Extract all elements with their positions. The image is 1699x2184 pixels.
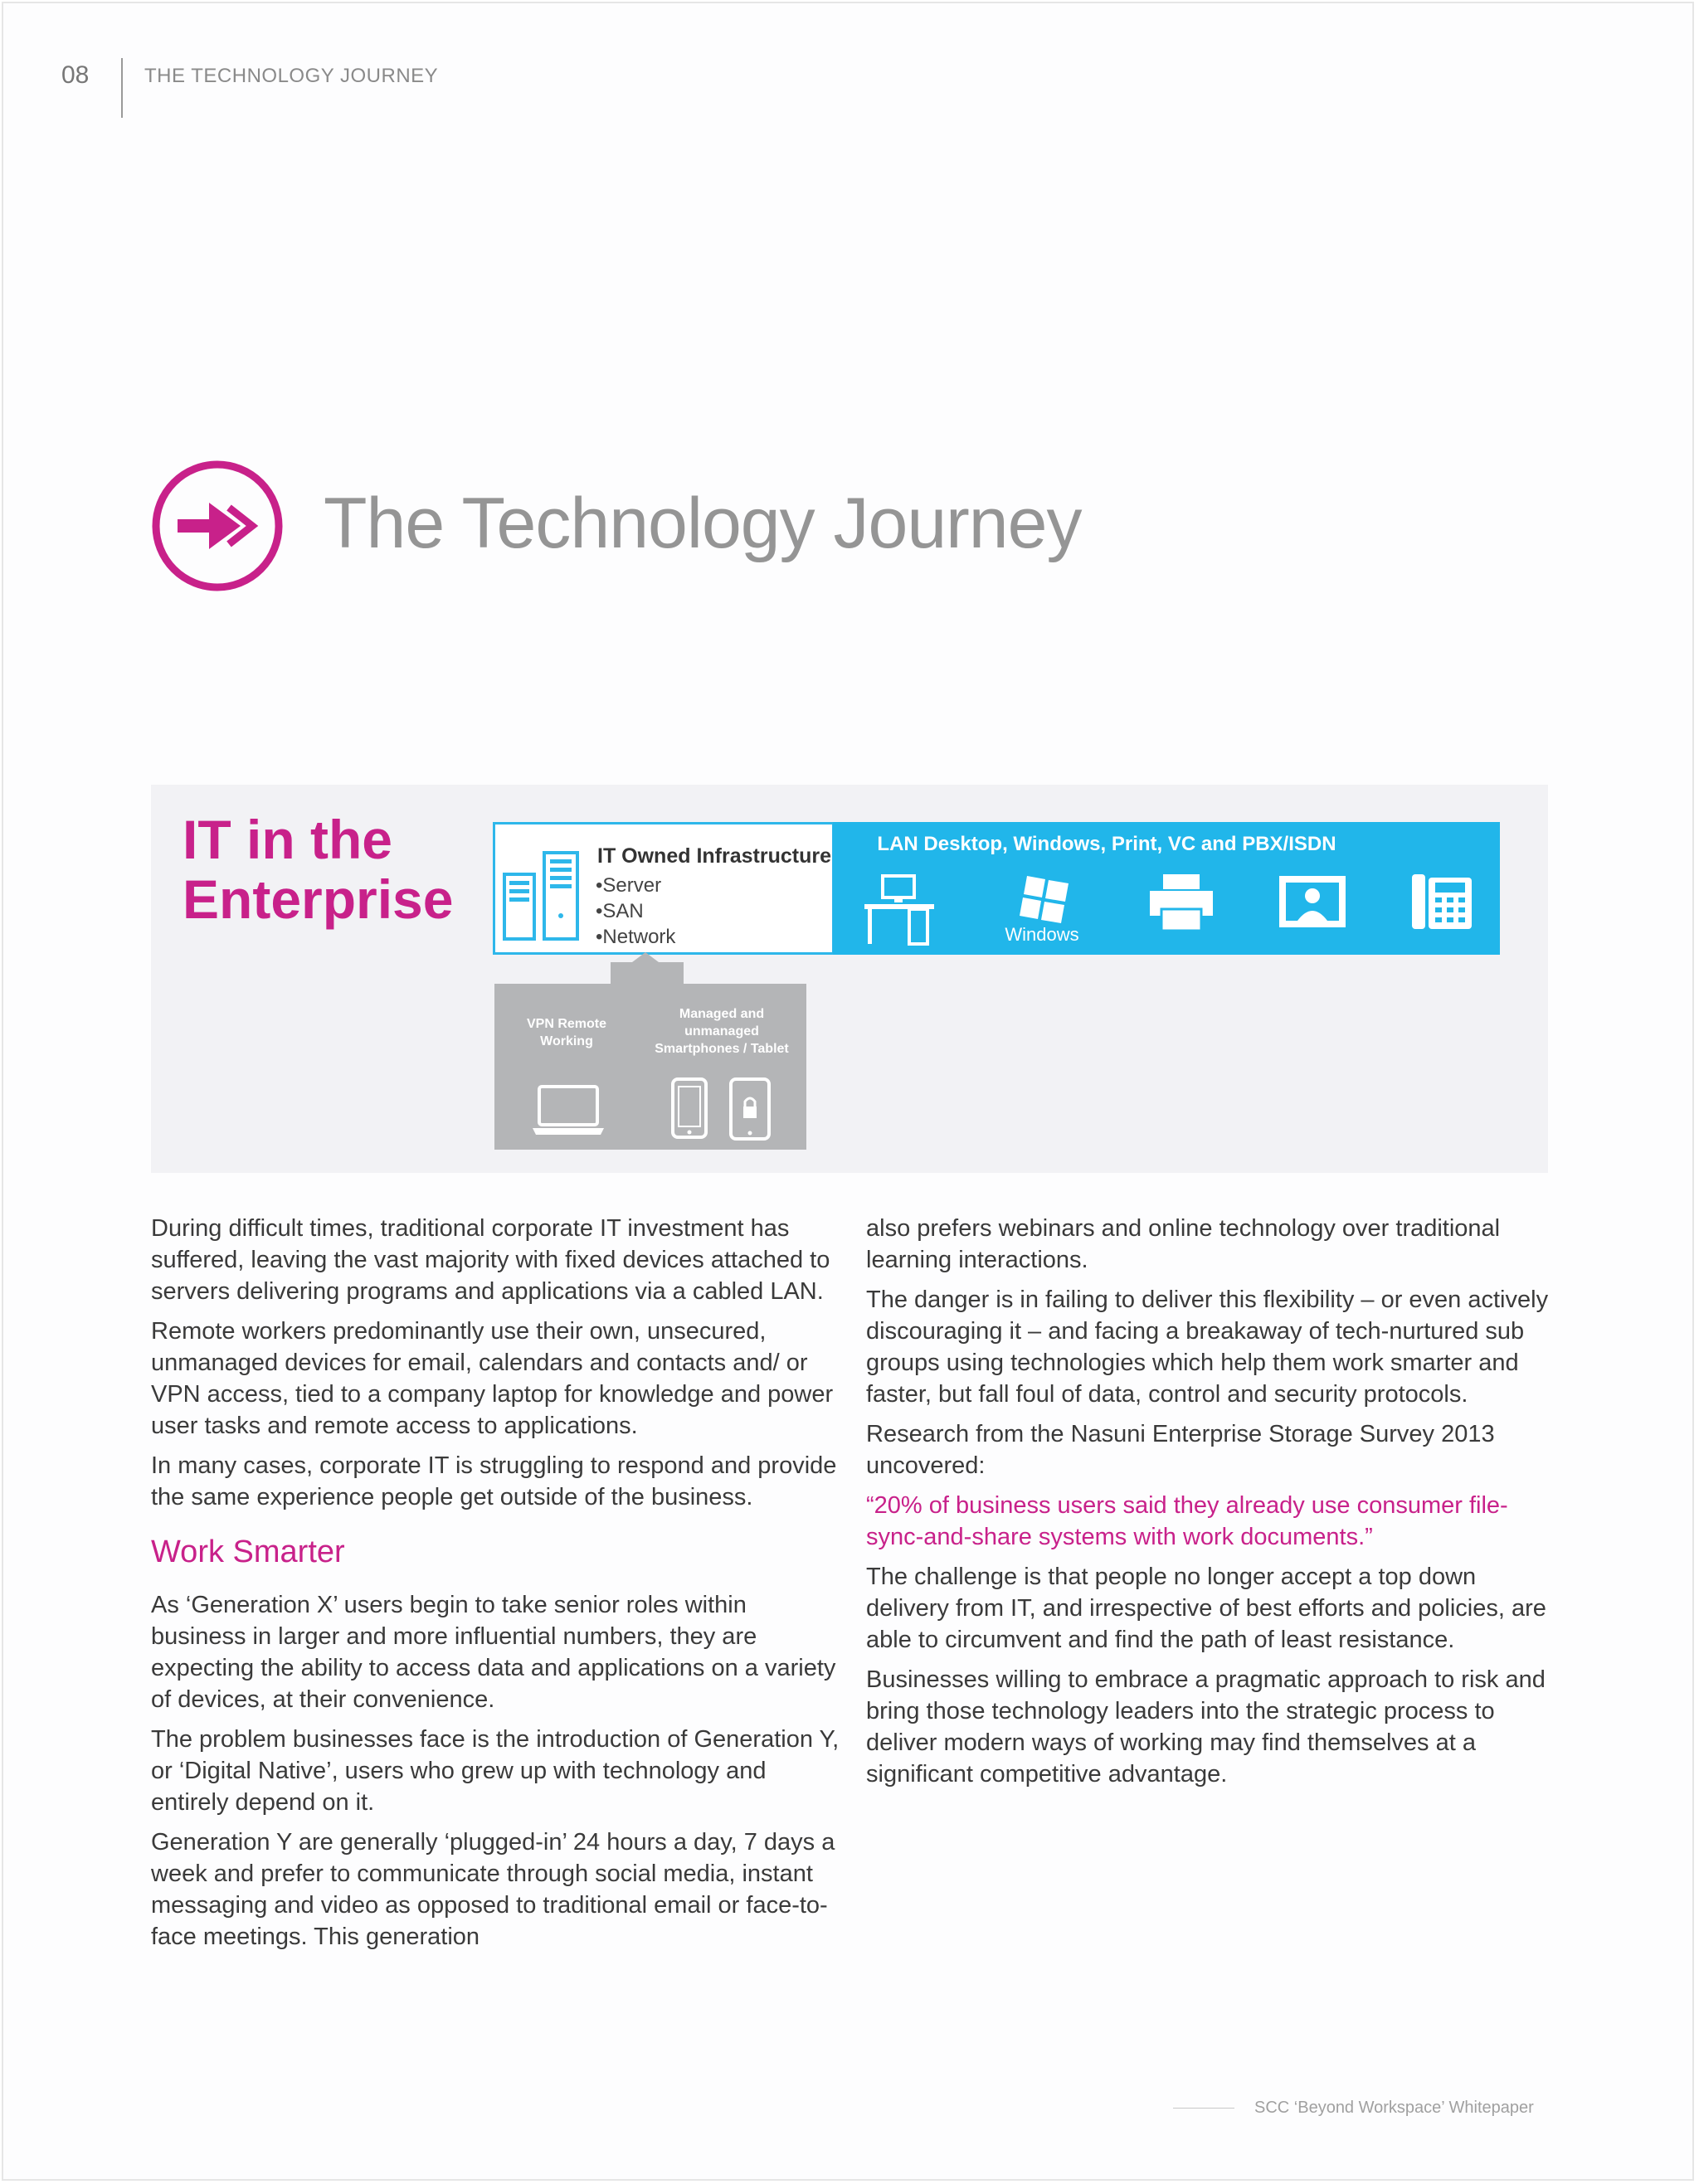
paragraph: During difficult times, traditional corporate IT investment has suffered, leaving the vast majority with fixed devices attached to servers delivering programs and applications via a cabled LAN. — [151, 1215, 830, 1305]
laptop-icon — [531, 1083, 606, 1136]
smartphone-icon — [670, 1077, 708, 1140]
infrastructure-item: • Server — [596, 873, 675, 898]
vpn-label — [509, 1015, 624, 1050]
server-icon — [503, 849, 581, 942]
vpn-label-line2: Working — [540, 1034, 593, 1048]
body-column-left — [151, 1213, 840, 1961]
footer-text: SCC ‘Beyond Workspace’ Whitepaper — [1254, 2099, 1534, 2117]
infrastructure-item: • Network — [596, 924, 675, 950]
paragraph: As ‘Generation X’ users begin to take senior roles within business in larger and more influential numbers, they are expecting the ability to access data and applications on a variety of devices, at their convenience. — [151, 1592, 836, 1713]
lan-title: LAN Desktop, Windows, Print, VC and PBX/ISDN — [877, 833, 1336, 855]
windows-logo-icon — [1002, 873, 1082, 944]
paragraph: Research from the Nasuni Enterprise Storage Survey 2013 uncovered: — [866, 1421, 1495, 1479]
figure-heading — [183, 810, 481, 929]
infrastructure-item: • SAN — [596, 898, 675, 924]
devices-label-line2: unmanaged — [684, 1024, 759, 1038]
devices-label — [639, 1005, 805, 1058]
figure-heading-line1: IT in the — [183, 809, 392, 870]
page-title: The Technology Journey — [324, 484, 1082, 563]
vpn-label-line1: VPN Remote — [526, 1017, 607, 1031]
desk-phone-icon — [1410, 873, 1473, 932]
video-conference-icon — [1278, 873, 1347, 932]
page-number: 08 — [61, 61, 90, 89]
infrastructure-list — [596, 873, 675, 950]
devices-label-line1: Managed and — [679, 1007, 765, 1021]
paragraph: Businesses willing to embrace a pragmatic approach to risk and bring those technology leaders into the strategic process to deliver modern ways of working may find themselves at a significant competitive advantage. — [866, 1666, 1546, 1788]
figure-heading-line2: Enterprise — [183, 868, 454, 930]
paragraph: The danger is in failing to deliver this flexibility – or even actively discouraging it – and facing a breakaway of tech-nurtured sub groups using technologies which help them work smarter and faster, but fall foul of data, control and security protocols. — [866, 1287, 1549, 1408]
paragraph: Generation Y are generally ‘plugged-in’ 24 hours a day, 7 days a week and prefer to communicate through social media, instant messaging and video as opposed to traditional email or face-to-face meetings. This generation — [151, 1829, 835, 1950]
paragraph: The challenge is that people no longer accept a top down delivery from IT, and irrespective of best efforts and policies, are able to circumvent and find the path of least resistance. — [866, 1564, 1546, 1653]
pull-quote: “20% of business users said they already use consumer file-sync-and-share systems with work documents.” — [866, 1492, 1508, 1550]
body-column-right — [866, 1213, 1555, 1798]
paragraph: In many cases, corporate IT is struggling to respond and provide the same experience people get outside of the business. — [151, 1452, 837, 1510]
section-label: THE TECHNOLOGY JOURNEY — [144, 65, 439, 87]
paragraph: The problem businesses face is the introduction of Generation Y, or ‘Digital Native’, users who grew up with technology and entirely depend on it. — [151, 1726, 840, 1816]
windows-label: Windows — [1005, 924, 1079, 944]
paragraph: Remote workers predominantly use their own, unsecured, unmanaged devices for email, calendars and contacts and/ or VPN access, tied to a company laptop for knowledge and power user tasks and remote access to applications. — [151, 1318, 834, 1439]
devices-label-line3: Smartphones / Tablet — [655, 1042, 789, 1056]
paragraph: also prefers webinars and online technology over traditional learning interactions. — [866, 1215, 1501, 1273]
locked-tablet-icon — [728, 1077, 772, 1141]
subheading: Work Smarter — [151, 1535, 345, 1569]
printer-icon — [1148, 873, 1215, 932]
footer-divider — [1173, 2108, 1234, 2109]
forward-arrow-icon — [149, 458, 285, 594]
desktop-icon — [863, 873, 936, 947]
infrastructure-title: IT Owned Infrastructure — [597, 844, 831, 868]
header-divider — [121, 58, 123, 118]
